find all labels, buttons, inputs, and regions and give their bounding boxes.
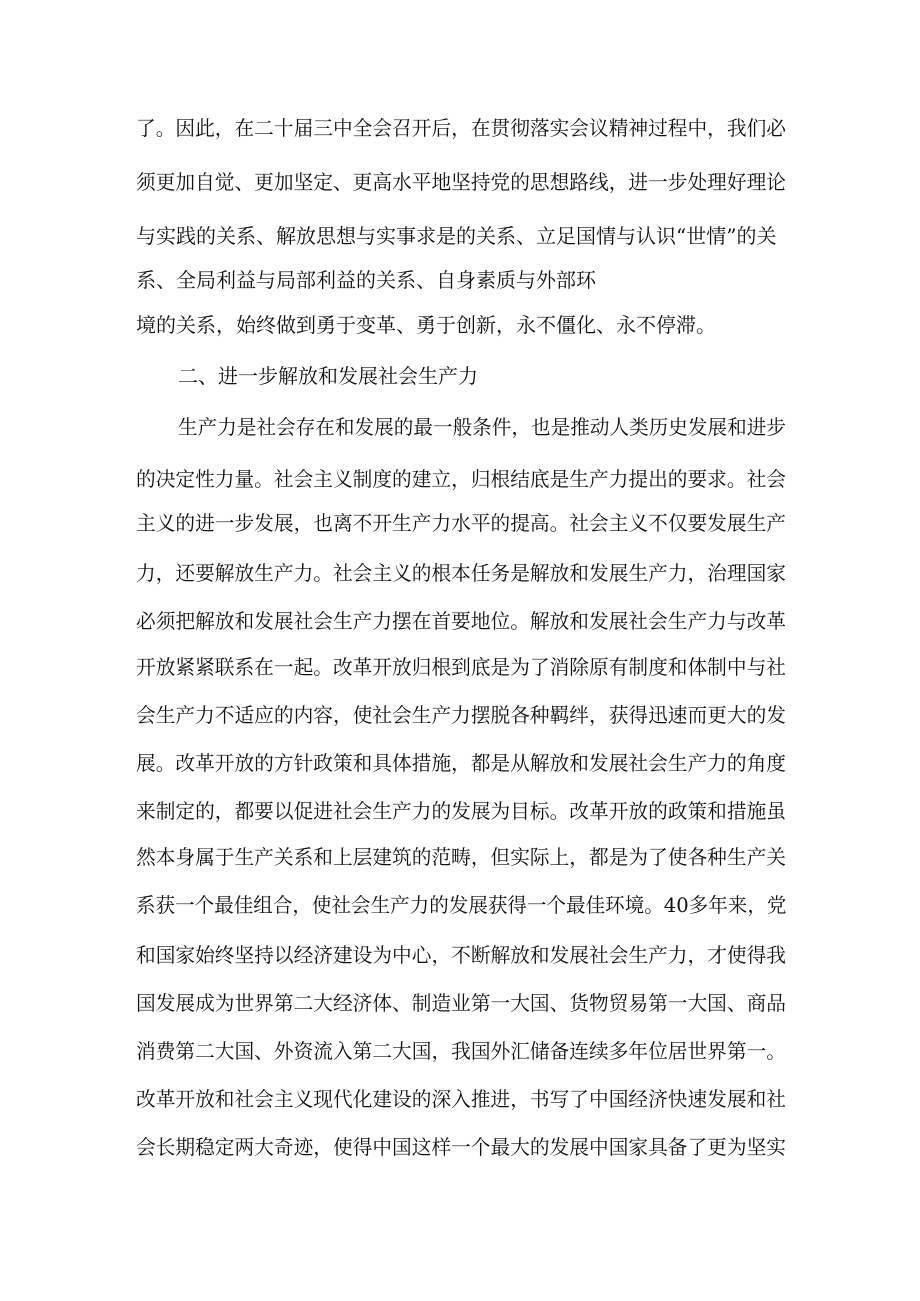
paragraph-line: 与实践的关系、解放思想与实事求是的关系、立足国情与认识“世情”的关 (136, 224, 777, 248)
paragraph-line: 境的关系，始终做到勇于变革、勇于创新，永不僵化、永不停滞。 (136, 313, 716, 337)
paragraph-line: 会生产力不适应的内容，使社会生产力摆脱各种羁绊，获得迅速而更大的发 (136, 703, 786, 727)
paragraph-line: 消费第二大国、外资流入第二大国，我国外汇储备连续多年位居世界第一。 (136, 1039, 786, 1063)
paragraph-line: 和国家始终坚持以经济建设为中心，不断解放和发展社会生产力，才使得我 (136, 943, 786, 967)
paragraph-line: 必须把解放和发展社会生产力摆在首要地位。解放和发展社会生产力与改革 (136, 609, 786, 633)
paragraph-line: 力，还要解放生产力。社会主义的根本任务是解放和发展生产力，治理国家 (136, 561, 786, 585)
paragraph-line: 的决定性力量。社会主义制度的建立，归根结底是生产力提出的要求。社会 (136, 467, 786, 491)
paragraph-line: 主义的进一步发展，也离不开生产力水平的提高。社会主义不仅要发展生产 (136, 511, 786, 535)
section-heading: 二、进一步解放和发展社会生产力 (178, 364, 478, 388)
paragraph-line: 改革开放和社会主义现代化建设的深入推进，书写了中国经济快速发展和社 (136, 1087, 786, 1111)
paragraph-line: 生产力是社会存在和发展的最一般条件，也是推动人类历史发展和进步 (178, 415, 786, 439)
paragraph-line: 开放紧紧联系在一起。改革开放归根到底是为了消除原有制度和体制中与社 (136, 655, 786, 679)
paragraph-line: 系、全局利益与局部利益的关系、自身素质与外部环 (136, 268, 596, 292)
paragraph-line: 展。改革开放的方针政策和具体措施，都是从解放和发展社会生产力的角度 (136, 751, 786, 775)
paragraph-line: 须更加自觉、更加坚定、更高水平地坚持党的思想路线，进一步处理好理论 (136, 170, 786, 194)
paragraph-line: 会长期稳定两大奇迹，使得中国这样一个最大的发展中国家具备了更为坚实 (136, 1135, 786, 1159)
paragraph-line: 国发展成为世界第二大经济体、制造业第一大国、货物贸易第一大国、商品 (136, 991, 786, 1015)
paragraph-line: 了。因此，在二十届三中全会召开后，在贯彻落实会议精神过程中，我们必 (136, 116, 786, 140)
paragraph-line: 然本身属于生产关系和上层建筑的范畴，但实际上，都是为了使各种生产关 (136, 845, 786, 869)
paragraph-line: 系获一个最佳组合，使社会生产力的发展获得一个最佳环境。40多年来，党 (136, 893, 787, 917)
paragraph-line: 来制定的，都要以促进社会生产力的发展为目标。改革开放的政策和措施虽 (136, 799, 786, 823)
